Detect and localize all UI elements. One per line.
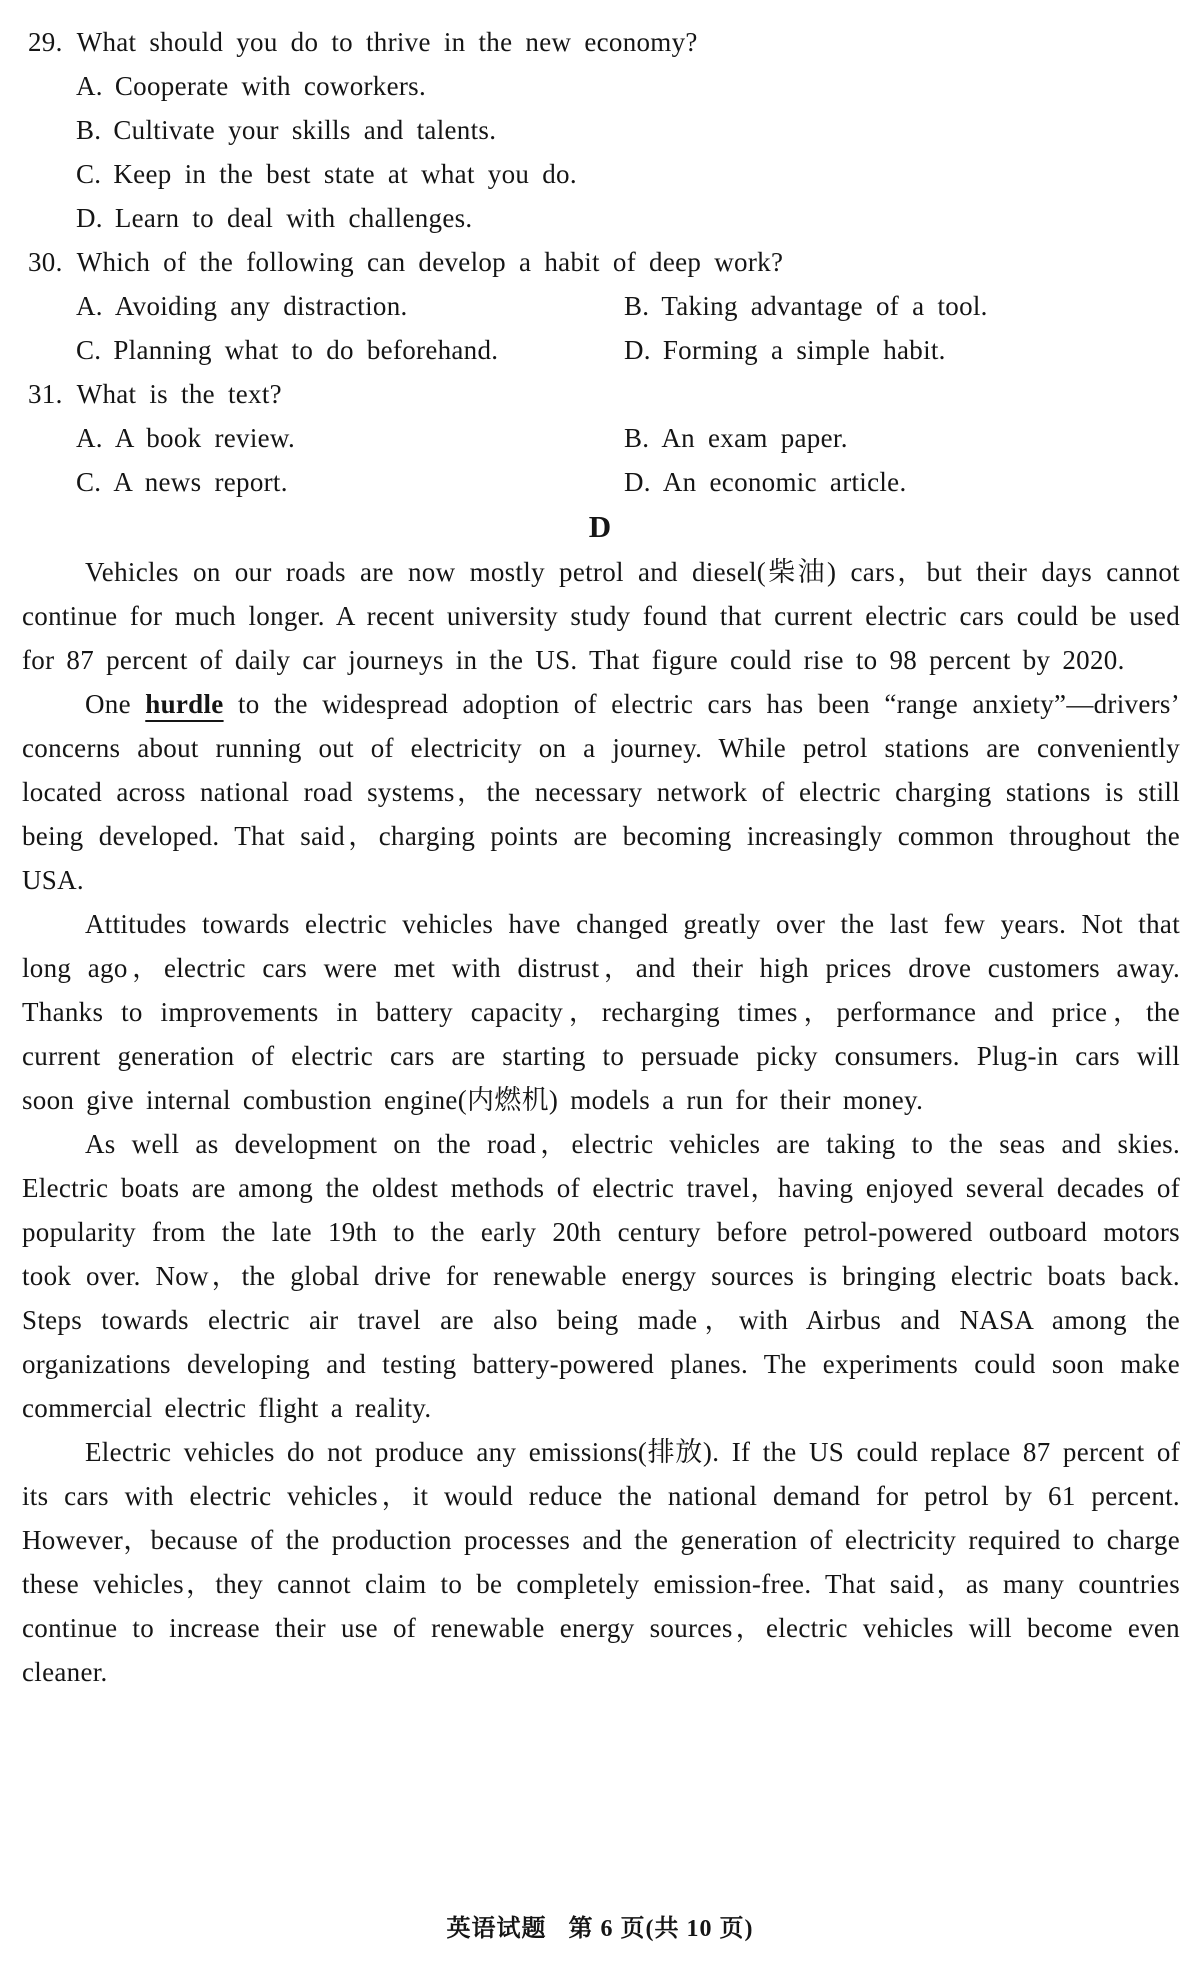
keyword-hurdle: hurdle [145,689,224,719]
reading-passage [0,550,1200,1694]
question-29-option-b [0,108,1200,152]
paragraph-2-suffix: to the widespread adoption of electric cars has been “range anxiety”—drivers’ concerns about running out of electricity on a journey. While petrol stations are conveniently located across national road systems，the necessary network of electric charging stations is still being developed. That said，charging points are becoming increasingly common throughout the USA. [22,689,1180,895]
option-label: D. [76,203,103,233]
question-30-line [0,240,1200,284]
option-label: A. [76,423,103,453]
option-label: C. [76,467,102,497]
passage-paragraph-3: Attitudes towards electric vehicles have changed greatly over the last few years. Not that long ago，electric cars were met with distrust，and their high prices drove customers away. Thanks to improvements in battery capacity，recharging times，performance and price，the current generation of electric cars are starting to persuade picky consumers. Plug-in cars will soon give internal combustion engine(内燃机) models a run for their money. [22,909,1180,1115]
paragraph-2-prefix: One [85,689,146,719]
page-number: 第 6 页(共 10 页) [568,1916,754,1942]
option-label: A. [76,71,103,101]
question-31-option-b [624,416,1200,460]
question-29 [0,20,1200,240]
option-text: An economic article. [662,467,907,497]
option-text: Keep in the best state at what you do. [113,159,577,189]
question-30-option-d [624,328,1200,372]
question-text: What is the text? [76,379,282,409]
option-label: D. [624,467,651,497]
question-31-option-c [0,460,624,504]
question-30-option-a [0,284,624,328]
question-29-option-d [0,196,1200,240]
option-label: B. [624,291,650,321]
question-31-options [0,416,1200,504]
option-text: A book review. [114,423,296,453]
option-text: Learn to deal with challenges. [114,203,473,233]
option-label: C. [76,335,102,365]
question-number: 31. [28,379,63,409]
question-31-option-a [0,416,624,460]
option-text: An exam paper. [661,423,848,453]
option-text: Forming a simple habit. [662,335,946,365]
question-number: 29. [28,27,63,57]
passage-paragraph-2 [22,682,1180,902]
questions-section [0,20,1200,504]
option-text: Cooperate with coworkers. [114,71,427,101]
option-text: A news report. [113,467,288,497]
option-label: B. [624,423,650,453]
question-text: Which of the following can develop a habit of deep work? [76,247,784,277]
option-text: Avoiding any distraction. [114,291,408,321]
passage-section-label: D [588,509,612,544]
option-text: Cultivate your skills and talents. [113,115,497,145]
question-31 [0,372,1200,504]
option-text: Planning what to do beforehand. [113,335,499,365]
passage-paragraph-4: As well as development on the road，electric vehicles are taking to the seas and skies. Electric boats are among the oldest methods of electric travel，having enjoyed several decades of popularity from the late 19th to the early 20th century before petrol-powered outboard motors took over. Now，the global drive for renewable energy sources is bringing electric boats back. Steps towards electric air travel are also being made，with Airbus and NASA among the organizations developing and testing battery-powered planes. The experiments could soon make commercial electric flight a reality. [22,1129,1180,1423]
passage-paragraph-5: Electric vehicles do not produce any emissions(排放). If the US could replace 87 percent of its cars with electric vehicles，it would reduce the national demand for petrol by 61 percent. However，because of the production processes and the generation of electricity required to charge these vehicles，they cannot claim to be completely emission-free. That said，as many countries continue to increase their use of renewable energy sources，electric vehicles will become even cleaner. [22,1437,1180,1687]
exam-title: 英语试题 [446,1916,547,1942]
option-label: C. [76,159,102,189]
question-30-option-b [624,284,1200,328]
question-29-option-a [0,64,1200,108]
option-label: A. [76,291,103,321]
option-label: B. [76,115,102,145]
question-31-option-d [624,460,1200,504]
option-label: D. [624,335,651,365]
page-footer [0,1914,1200,1944]
question-30-options [0,284,1200,372]
passage-paragraph-1: Vehicles on our roads are now mostly petrol and diesel(柴油) cars，but their days cannot continue for much longer. A recent university study found that current electric cars could be used for 87 percent of daily car journeys in the US. That figure could rise to 98 percent by 2020. [22,557,1180,675]
option-text: Taking advantage of a tool. [661,291,988,321]
question-text: What should you do to thrive in the new economy? [76,27,698,57]
question-number: 30. [28,247,63,277]
question-30-option-c [0,328,624,372]
question-30 [0,240,1200,372]
question-29-line [0,20,1200,64]
question-31-line [0,372,1200,416]
question-29-option-c [0,152,1200,196]
